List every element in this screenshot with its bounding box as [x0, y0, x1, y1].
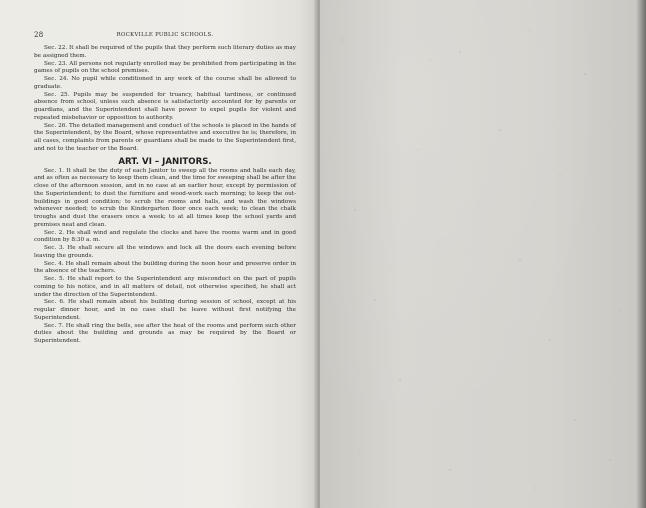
paragraph-janitor-sec-6: Sec. 6. He shall remain about his building during session of school, except at his regular dinner hour, and in no case shall he leave without first notifying the Superintendent. — [34, 299, 296, 321]
paragraph-janitor-sec-7: Sec. 7. He shall ring the bells, see after the heat of the rooms and perform such other duties about the building and grounds as may be required by the Board or Superintendent. — [34, 322, 296, 344]
paragraph-janitor-sec-3: Sec. 3. He shall secure all the windows and lock all the doors each evening before leaving the grounds. — [34, 245, 296, 259]
article-heading: ART. VI – JANITORS. — [118, 156, 212, 167]
paragraph-sec-24: Sec. 24. No pupil while conditioned in any work of the course shall be allowed to graduate. — [34, 76, 296, 90]
paragraph-sec-23: Sec. 23. All persons not regularly enrolled may be prohibited from participating in the games of pupils on the school premises. — [34, 60, 296, 75]
page-text — [34, 38, 296, 346]
paragraph-janitor-sec-4: Sec. 4. He shall remain about the building during the noon hour and preserve order in the absence of the teachers. — [34, 260, 296, 275]
paragraph-janitor-sec-5: Sec. 5. He shall report to the Superintendent any misconduct on the part of pupils coming to his notice, and in all matters of detail, not otherwise specified, he shall act under the direction of the Superintendent. — [34, 276, 296, 298]
paragraph-sec-25: Sec. 25. Pupils may be suspended for truancy, habitual tardiness, or continued absence from school, unless such absence is satisfactorily accounted for by parents or guardians, and the Superintendent shall have power to expel pupils for violent and repeated misbehavior or opposition to authority. — [34, 91, 296, 121]
paragraph-janitor-sec-1: Sec. 1. It shall be the duty of each Janitor to sweep all the rooms and halls each day, and as often as necessary to keep them clean, and the time for sweeping shall be after the close of the afternoon session, and in no case at an earlier hour, except by permission of the Superintendent; to dust the furniture and wood-work each morning; to keep the out-buildings in good condition; to scrub the rooms and halls, and wash the windows whenever needed; to scrub the Kindergarten floor once each week; to clean the chalk troughs and dust the erasers once a week; to at all times keep the school yards and premises neat and clean. — [34, 167, 296, 228]
paragraph-janitor-sec-2: Sec. 2. He shall wind and regulate the clocks and have the rooms warm and in good condition by 8:30 a. m. — [34, 229, 296, 244]
paragraph-sec-26: Sec. 26. The detailed management and conduct of the schools is placed in the hands of the Superintendent, by the Board, whose representative and executive he is; therefore, in all cases, complaints from parents or guardians shall be made to the Superintendent first, and not to the teacher or the Board. — [34, 122, 296, 152]
paper-texture — [320, 0, 646, 508]
page-edge-shadow — [636, 0, 646, 508]
left-page — [0, 0, 318, 508]
right-page-blank — [320, 0, 646, 508]
paragraph-sec-22: Sec. 22. It shall be required of the pupils that they perform such literary duties as may be assigned them. — [34, 45, 296, 59]
running-head-title: ROCKVILLE PUBLIC SCHOOLS. — [116, 32, 214, 38]
page-number: 28 — [34, 31, 44, 39]
